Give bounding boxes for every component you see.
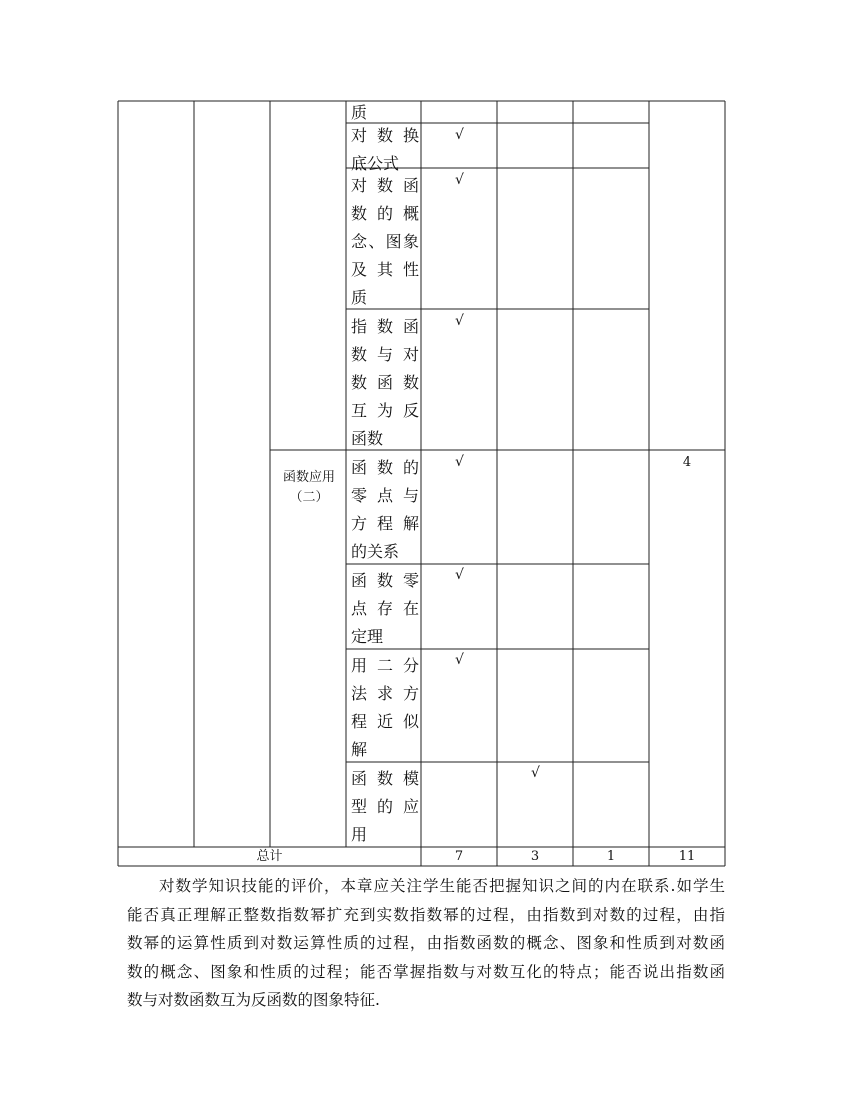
paragraph-line: 对数学知识技能的评价，本章应关注学生能否把握知识之间的内在联系.如学生 xyxy=(159,877,725,895)
topic-line: 用 xyxy=(351,825,368,844)
paragraph-line: 数与对数函数互为反函数的图象特征. xyxy=(127,991,380,1009)
section-count: 4 xyxy=(682,455,692,470)
topic-line: 函 数 零 xyxy=(351,571,419,590)
check-mark: √ xyxy=(455,127,464,143)
topic-line: 数 的 概 xyxy=(351,204,419,223)
topic-line: 零 点 与 xyxy=(351,486,419,505)
topic-line: 用 二 分 xyxy=(351,656,419,675)
subsection-label-line: （二） xyxy=(289,490,329,505)
evaluation-paragraph xyxy=(127,872,725,1015)
topic-cell-6 xyxy=(351,567,419,651)
topic-line: 函 数 模 xyxy=(351,769,419,788)
total-value: 7 xyxy=(454,849,464,864)
topic-line: 指 数 函 xyxy=(351,317,419,336)
subsection-label-line: 函数应用 xyxy=(282,470,335,485)
topic-line: 底公式 xyxy=(351,154,400,173)
topic-line: 质 xyxy=(351,288,368,307)
topic-line: 解 xyxy=(351,740,368,759)
check-mark: √ xyxy=(455,313,464,329)
total-value: 1 xyxy=(606,849,616,864)
topic-line: 念、图象 xyxy=(351,232,419,251)
paragraph-line: 能否真正理解正整数指数幂扩充到实数指数幂的过程，由指数到对数的过程，由指 xyxy=(127,905,725,924)
topic-line: 数 与 对 xyxy=(351,345,419,364)
topic-line: 型 的 应 xyxy=(351,797,419,816)
topic-line: 质 xyxy=(351,103,368,122)
check-mark: √ xyxy=(455,454,464,470)
topic-line: 函数 xyxy=(351,429,384,448)
topic-line: 点 存 在 xyxy=(351,599,419,618)
topic-cell-2 xyxy=(351,122,419,178)
total-label: 总计 xyxy=(256,849,283,864)
topic-line: 对 数 函 xyxy=(351,176,419,195)
topic-cell-5 xyxy=(351,454,419,566)
topic-line: 方 程 解 xyxy=(351,514,419,533)
topic-cell-4 xyxy=(351,313,419,453)
total-value: 11 xyxy=(678,849,696,864)
topic-line: 互 为 反 xyxy=(351,401,419,420)
subsection-label xyxy=(272,468,346,508)
topic-cell-8 xyxy=(351,765,419,849)
check-mark: √ xyxy=(455,652,464,668)
topic-line: 定理 xyxy=(351,627,384,646)
check-mark: √ xyxy=(455,567,464,583)
topic-line: 及 其 性 xyxy=(351,260,419,279)
topic-line: 的关系 xyxy=(351,542,400,561)
check-mark: √ xyxy=(455,172,464,188)
total-value: 3 xyxy=(530,849,540,864)
topic-line: 对 数 换 xyxy=(351,126,419,145)
topic-line: 法 求 方 xyxy=(351,684,419,703)
topic-line: 函 数 的 xyxy=(351,458,419,477)
topic-cell-3 xyxy=(351,172,419,312)
topic-line: 数 函 数 xyxy=(351,373,419,392)
topic-line: 程 近 似 xyxy=(351,712,419,731)
topic-cell-7 xyxy=(351,652,419,764)
paragraph-line: 数的概念、图象和性质的过程；能否掌握指数与对数互化的特点；能否说出指数函 xyxy=(127,962,725,981)
paragraph-line: 数幂的运算性质到对数运算性质的过程，由指数函数的概念、图象和性质到对数函 xyxy=(127,934,725,952)
check-mark: √ xyxy=(531,765,540,781)
